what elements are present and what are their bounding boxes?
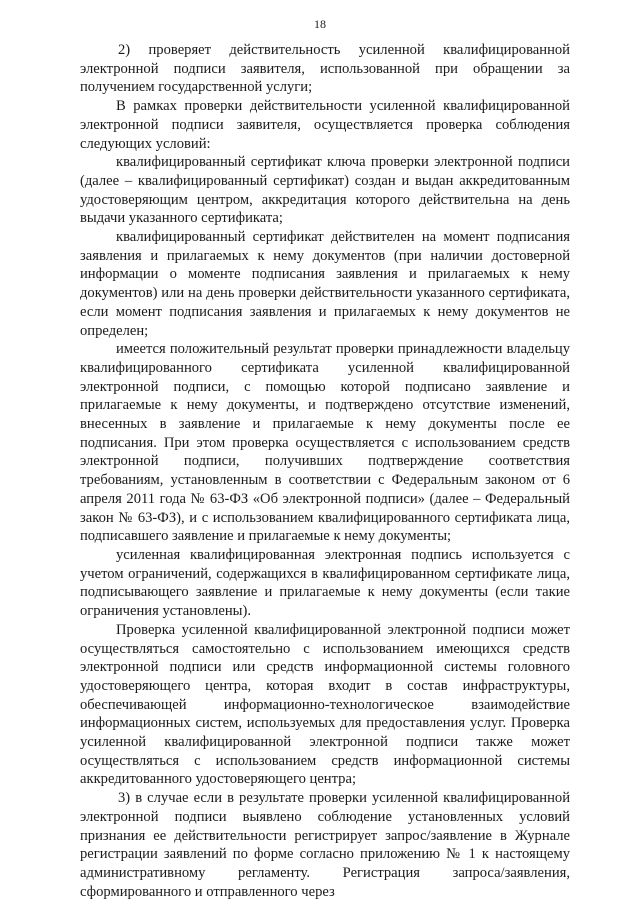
- paragraph-condition-certificate-issued: квалифицированный сертификат ключа проверки электронной подписи (далее – квалифицированный сертификат) создан и выдан аккредитованным удостоверяющим центром, аккредитация которого действительна на день выдачи указанного сертификата;: [80, 154, 570, 227]
- paragraph-verification-intro: В рамках проверки действительности усиленной квалифицированной электронной подписи заявителя, осуществляется проверка соблюдения следующих условий:: [80, 98, 570, 152]
- paragraph-condition-certificate-valid: квалифицированный сертификат действителен на момент подписания заявления и прилагаемых к нему документов (при наличии достоверной информации о моменте подписания заявления и прилагаемых к нему документов) или на день проверки действительности указанного сертификата, если момент подписания заявления и прилагаемых к нему документов не определен;: [80, 229, 570, 339]
- paragraph-condition-ownership-check: имеется положительный результат проверки принадлежности владельцу квалифицированного сертификата усиленной квалифицированной электронной подписи, с помощью которой подписано заявление и прилагаемые к нему документы, и подтверждено отсутствие изменений, внесенных в заявление и прилагаемые к нему документы после ее подписания. При этом проверка осуществляется с использованием средств электронной подписи, получивших подтверждение соответствия требованиям, установленным в соответствии с Федеральным законом от 6 апреля 2011 года № 63-ФЗ «Об электронной подписи» (далее – Федеральный закон № 63-ФЗ), и с использованием квалифицированного сертификата лица, подписавшего заявление и прилагаемые к нему документы;: [80, 341, 570, 545]
- paragraph-verification-methods: Проверка усиленной квалифицированной электронной подписи может осуществляться самостоятельно с использованием имеющихся средств электронной подписи или средств информационной системы головного удостоверяющего центра, которая входит в состав инфраструктуры, обеспечивающей информационно-технологическое взаимодействие информационных систем, используемых для предоставления услуг. Проверка усиленной квалифицированной электронной подписи также может осуществляться с использованием средств информационной системы аккредитованного удостоверяющего центра;: [80, 621, 570, 788]
- page-number: 18: [314, 17, 326, 31]
- paragraph-item-2: 2) проверяет действительность усиленной квалифицированной электронной подписи заявителя, использованной при обращении за получением государственной услуги;: [80, 42, 570, 96]
- paragraph-condition-restrictions: усиленная квалифицированная электронная подпись используется с учетом ограничений, содержащихся в квалифицированном сертификате лица, подписывающего заявление и прилагаемые к нему документы (если такие ограничения установлены).: [80, 546, 570, 620]
- document-body: [80, 41, 570, 901]
- paragraph-item-3: 3) в случае если в результате проверки усиленной квалифицированной электронной подписи выявлено соблюдение установленных условий признания ее действительности регистрирует запрос/заявление в Журнале регистрации заявлений по форме согласно приложению № 1 к настоящему административному регламенту. Регистрация запроса/заявления, сформированного и отправленного через: [80, 790, 570, 900]
